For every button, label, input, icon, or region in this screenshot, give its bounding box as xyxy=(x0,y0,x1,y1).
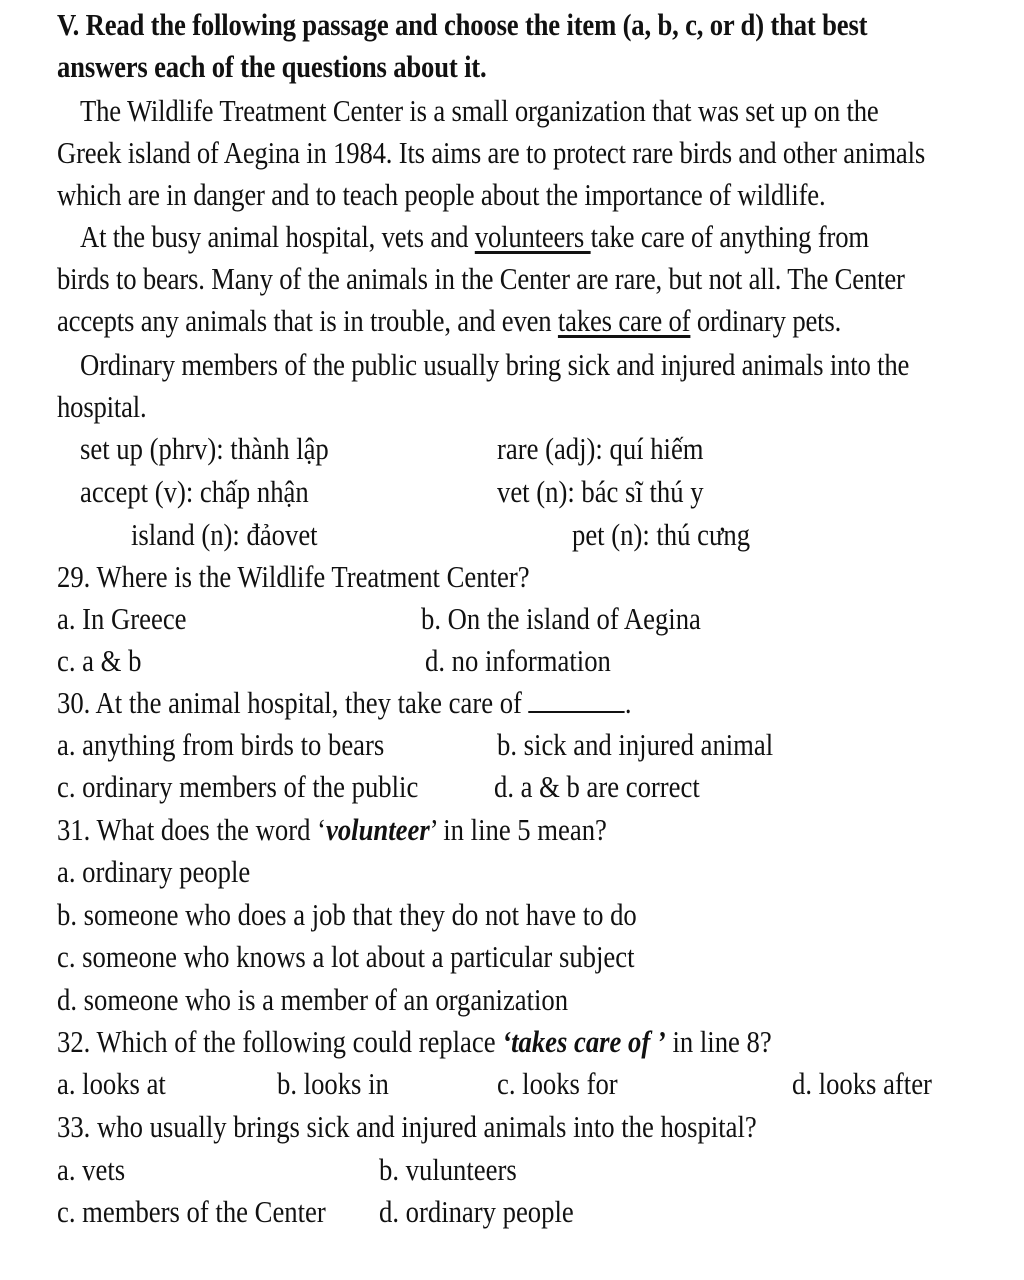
passage-p1-line2: Greek island of Aegina in 1984. Its aims are to protect rare birds and other animals xyxy=(57,135,926,170)
question-32: 32. Which of the following could replace ‘takes care of ’ in line 8? xyxy=(57,1024,772,1059)
passage-p3-line1: Ordinary members of the public usually bring sick and injured animals into the xyxy=(80,347,910,382)
q31-option-b[interactable]: b. someone who does a job that they do not have to do xyxy=(57,897,637,932)
q31-option-c[interactable]: c. someone who knows a lot about a particular subject xyxy=(57,939,635,974)
underlined-volunteers: volunteers xyxy=(474,219,591,254)
q32-option-a[interactable]: a. looks at xyxy=(57,1066,166,1101)
q32-option-c[interactable]: c. looks for xyxy=(497,1066,618,1101)
q29-option-d[interactable]: d. no information xyxy=(425,643,611,678)
q29-option-a[interactable]: a. In Greece xyxy=(57,601,187,636)
question-30: 30. At the animal hospital, they take care of . xyxy=(57,685,632,720)
section-heading-cont: answers each of the questions about it. xyxy=(57,49,487,84)
vocab-pet: pet (n): thú cưng xyxy=(572,517,751,552)
vocab-island: island (n): đảovet xyxy=(131,517,318,552)
passage-p2-line2: birds to bears. Many of the animals in the Center are rare, but not all. The Center xyxy=(57,261,905,296)
vocab-set-up: set up (phrv): thành lập xyxy=(80,431,329,466)
answer-blank[interactable] xyxy=(529,685,625,713)
q33-option-a[interactable]: a. vets xyxy=(57,1152,126,1187)
q31-option-a[interactable]: a. ordinary people xyxy=(57,854,251,889)
q30-option-c[interactable]: c. ordinary members of the public xyxy=(57,769,419,804)
section-heading: V. Read the following passage and choose the item (a, b, c, or d) that best xyxy=(57,7,868,42)
q30-option-d[interactable]: d. a & b are correct xyxy=(494,769,700,804)
passage-p1-line1: The Wildlife Treatment Center is a small organization that was set up on the xyxy=(80,93,879,128)
question-33: 33. who usually brings sick and injured animals into the hospital? xyxy=(57,1109,757,1144)
passage-p2-line1: At the busy animal hospital, vets and volunteers take care of anything from xyxy=(80,219,869,254)
q33-option-d[interactable]: d. ordinary people xyxy=(379,1194,574,1229)
passage-p3-line2: hospital. xyxy=(57,389,147,424)
q33-option-b[interactable]: b. vulunteers xyxy=(379,1152,517,1187)
underlined-takes-care-of: takes care of xyxy=(557,303,691,338)
q33-option-c[interactable]: c. members of the Center xyxy=(57,1194,326,1229)
passage-p1-line3: which are in danger and to teach people about the importance of wildlife. xyxy=(57,177,826,212)
vocab-vet: vet (n): bác sĩ thú y xyxy=(497,474,704,509)
question-31: 31. What does the word ‘volunteer’ in line 5 mean? xyxy=(57,812,607,847)
q29-option-c[interactable]: c. a & b xyxy=(57,643,142,678)
q30-option-a[interactable]: a. anything from birds to bears xyxy=(57,727,385,762)
q30-option-b[interactable]: b. sick and injured animal xyxy=(497,727,774,762)
q32-option-d[interactable]: d. looks after xyxy=(792,1066,932,1101)
q31-option-d[interactable]: d. someone who is a member of an organization xyxy=(57,982,569,1017)
vocab-rare: rare (adj): quí hiếm xyxy=(497,431,704,466)
q29-option-b[interactable]: b. On the island of Aegina xyxy=(421,601,701,636)
vocab-accept: accept (v): chấp nhận xyxy=(80,474,309,509)
question-29: 29. Where is the Wildlife Treatment Center? xyxy=(57,559,530,594)
passage-p2-line3: accepts any animals that is in trouble, and even takes care of ordinary pets. xyxy=(57,303,842,338)
q32-option-b[interactable]: b. looks in xyxy=(277,1066,389,1101)
